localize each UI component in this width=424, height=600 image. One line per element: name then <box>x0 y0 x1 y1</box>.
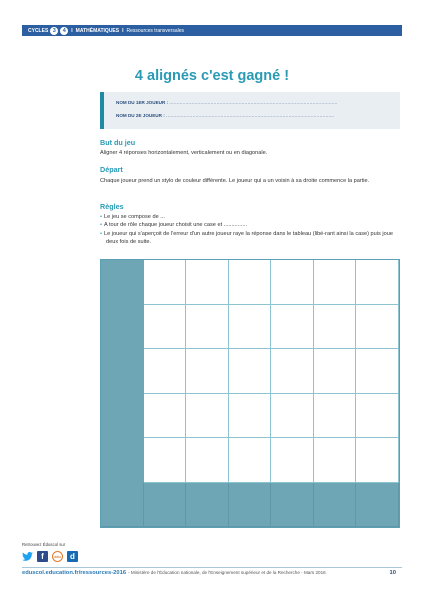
goal-heading: But du jeu <box>100 138 136 147</box>
board-cell[interactable] <box>356 438 399 483</box>
edutheque-icon[interactable]: édu <box>52 551 63 562</box>
retrouvez-label: Retrouvez Éduscol sur <box>22 542 66 547</box>
footer-credits: - Ministère de l'Éducation nationale, de l'Enseignement supérieur et de la Recherche - Mars 2016 <box>128 570 326 575</box>
board-cell[interactable] <box>314 260 357 305</box>
section-label: Ressources transversales <box>126 27 185 34</box>
board-cell[interactable] <box>356 260 399 305</box>
footer-divider <box>22 567 402 568</box>
board-cell[interactable] <box>229 438 272 483</box>
game-board <box>100 259 400 528</box>
goal-text: Aligner 4 réponses horizontalement, verticalement ou en diagonale. <box>100 150 268 156</box>
header-separator-2: I <box>122 27 124 34</box>
board-cell[interactable] <box>144 305 187 350</box>
dailymotion-icon[interactable]: d <box>67 551 78 562</box>
board-header-cell <box>356 483 399 528</box>
player1-label: NOM DU 1ER JOUEUR : <box>116 100 169 105</box>
board-header-cell <box>229 483 272 528</box>
board-cell[interactable] <box>186 349 229 394</box>
board-header-cell <box>101 260 144 305</box>
board-cell[interactable] <box>229 349 272 394</box>
board-header-cell <box>144 483 187 528</box>
rule-item: • A tour de rôle chaque joueur choisit une case et ............... <box>100 221 402 229</box>
board-cell[interactable] <box>186 438 229 483</box>
board-cell[interactable] <box>144 260 187 305</box>
player-names-box <box>100 92 400 129</box>
cycles-label: CYCLES <box>28 27 49 34</box>
footer <box>22 570 402 576</box>
footer-url[interactable]: eduscol.education.fr/ressources-2016 <box>22 570 127 576</box>
cycle-4-badge: 4 <box>60 27 68 35</box>
board-header-cell <box>101 349 144 394</box>
board-cell[interactable] <box>186 305 229 350</box>
rules-list <box>100 213 402 247</box>
board-header-cell <box>271 483 314 528</box>
twitter-icon[interactable] <box>22 551 33 562</box>
board-header-cell <box>314 483 357 528</box>
social-links <box>22 551 78 562</box>
board-cell[interactable] <box>229 394 272 439</box>
page-number: 10 <box>389 570 396 576</box>
board-header-cell <box>101 394 144 439</box>
board-cell[interactable] <box>356 305 399 350</box>
board-cell[interactable] <box>314 394 357 439</box>
board-header-cell <box>101 305 144 350</box>
board-cell[interactable] <box>314 438 357 483</box>
cycle-3-badge: 3 <box>50 27 58 35</box>
board-cell[interactable] <box>186 394 229 439</box>
board-cell[interactable] <box>271 394 314 439</box>
board-cell[interactable] <box>144 438 187 483</box>
page-title: 4 alignés c'est gagné ! <box>134 68 290 84</box>
player1-row <box>116 100 338 105</box>
header-separator: I <box>71 27 73 34</box>
rule-item: • Le joueur qui s'aperçoit de l'erreur d'un autre joueur raye la réponse dans le tableau (libé-rant ainsi la case) puis joue deux fois de suite. <box>100 230 402 247</box>
board-cell[interactable] <box>144 394 187 439</box>
board-header-cell <box>101 438 144 483</box>
board-cell[interactable] <box>271 260 314 305</box>
board-cell[interactable] <box>271 305 314 350</box>
player2-label: NOM DU 2E JOUEUR : <box>116 113 165 118</box>
rules-heading: Règles <box>100 202 124 211</box>
board-cell[interactable] <box>186 260 229 305</box>
header-bar <box>22 25 402 36</box>
board-header-cell <box>101 483 144 528</box>
start-heading: Départ <box>100 165 123 174</box>
board-cell[interactable] <box>229 305 272 350</box>
board-header-cell <box>186 483 229 528</box>
board-cell[interactable] <box>314 305 357 350</box>
facebook-icon[interactable]: f <box>37 551 48 562</box>
rule-item: • Le jeu se compose de ... <box>100 213 402 221</box>
board-cell[interactable] <box>144 349 187 394</box>
player2-field[interactable]: .................................................................................................................. <box>166 113 335 118</box>
board-cell[interactable] <box>229 260 272 305</box>
player1-field[interactable]: .................................................................................................................. <box>169 100 338 105</box>
player2-row <box>116 113 334 118</box>
subject-label: MATHÉMATIQUES <box>75 27 120 34</box>
board-cell[interactable] <box>356 394 399 439</box>
board-cell[interactable] <box>314 349 357 394</box>
board-cell[interactable] <box>271 438 314 483</box>
board-cell[interactable] <box>356 349 399 394</box>
start-text: Chaque joueur prend un stylo de couleur différente. Le joueur qui a un voisin à sa droite commence la partie. <box>100 178 370 184</box>
board-cell[interactable] <box>271 349 314 394</box>
